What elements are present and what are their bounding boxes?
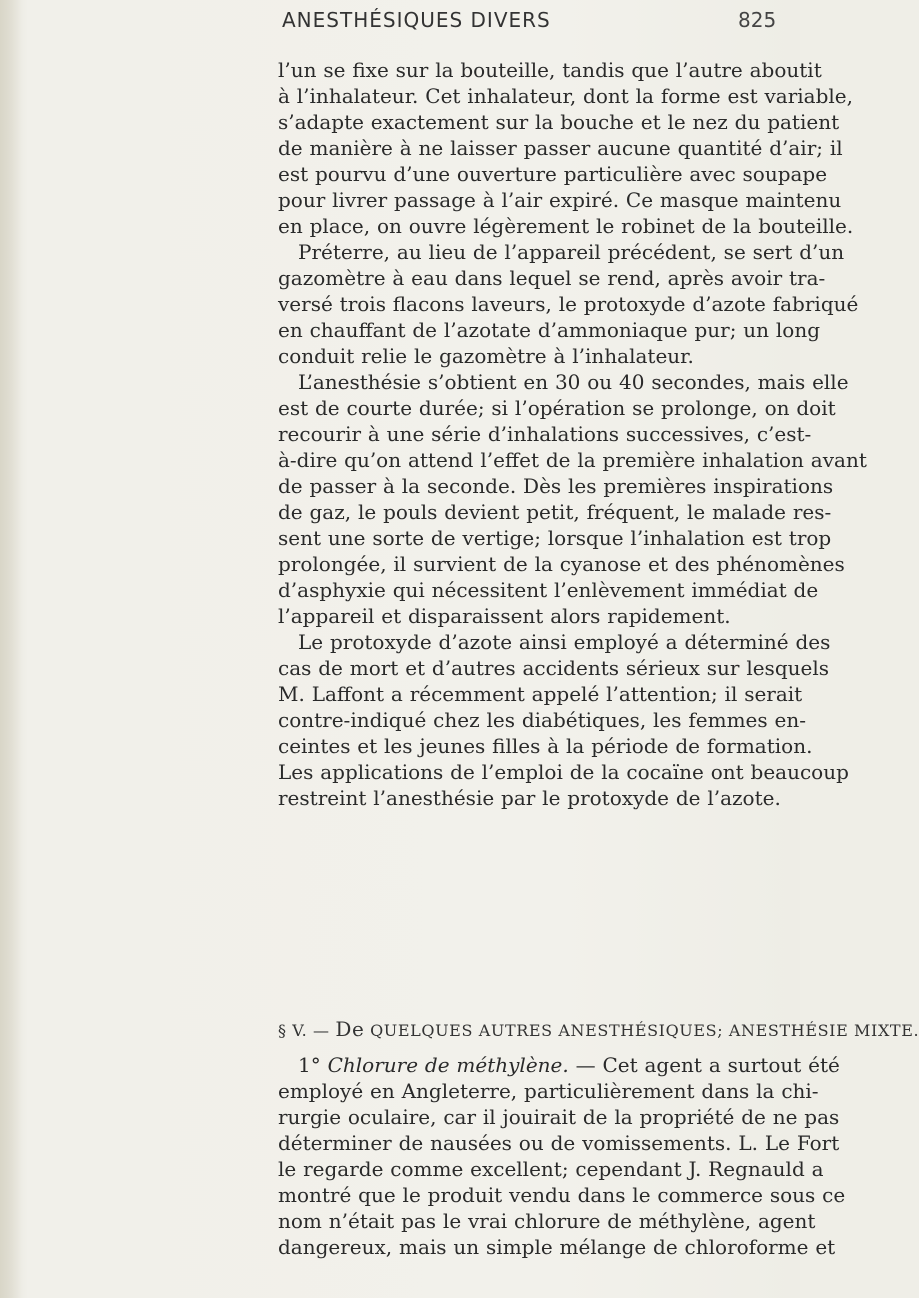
running-title: ANESTHÉSIQUES DIVERS	[282, 8, 551, 32]
text-line: le regarde comme excellent; cependant J. Regnauld a	[278, 1157, 824, 1181]
text-line: en chauffant de l’azotate d’ammoniaque pur; un long	[278, 318, 821, 342]
text-line: est pourvu d’une ouverture particulière avec soupape	[278, 162, 828, 186]
text-line: versé trois flacons laveurs, le protoxyde d’azote fabriqué	[278, 292, 859, 316]
text-line: Le protoxyde d’azote ainsi employé a déterminé des	[298, 630, 831, 654]
text-line: rurgie oculaire, car il jouirait de la propriété de ne pas	[278, 1105, 840, 1129]
text-line: montré que le produit vendu dans le commerce sous ce	[278, 1183, 846, 1207]
section-heading	[278, 1016, 919, 1042]
text-line: conduit relie le gazomètre à l’inhalateur.	[278, 344, 694, 368]
text-line: recourir à une série d’inhalations successives, c’est-	[278, 422, 812, 446]
text-line: à l’inhalateur. Cet inhalateur, dont la forme est variable,	[278, 84, 853, 108]
text-line: Préterre, au lieu de l’appareil précédent, se sert d’un	[298, 240, 845, 264]
text-line: nom n’était pas le vrai chlorure de méthylène, agent	[278, 1209, 816, 1233]
text-line: à-dire qu’on attend l’effet de la première inhalation avant	[278, 448, 867, 472]
text-line: M. Laffont a récemment appelé l’attention; il serait	[278, 682, 803, 706]
text-line: de gaz, le pouls devient petit, fréquent, le malade res-	[278, 500, 832, 524]
text-line: cas de mort et d’autres accidents sérieux sur lesquels	[278, 656, 830, 680]
section-title: QUELQUES AUTRES ANESTHÉSIQUES; ANESTHÉSIE MIXTE.	[370, 1021, 919, 1040]
page-gutter-shadow	[0, 0, 22, 1298]
text-segment: — Cet agent a surtout été	[575, 1053, 840, 1077]
text-line: dangereux, mais un simple mélange de chloroforme et	[278, 1235, 836, 1259]
text-line: de passer à la seconde. Dès les premières inspirations	[278, 474, 834, 498]
text-line: restreint l’anesthésie par le protoxyde de l’azote.	[278, 786, 781, 810]
item-title: Chlorure de méthylène.	[327, 1053, 569, 1077]
text-line: d’asphyxie qui nécessitent l’enlèvement immédiat de	[278, 578, 819, 602]
text-line: sent une sorte de vertige; lorsque l’inhalation est trop	[278, 526, 832, 550]
text-line: l’un se fixe sur la bouteille, tandis que l’autre aboutit	[278, 58, 822, 82]
text-line: ceintes et les jeunes filles à la période de formation.	[278, 734, 813, 758]
item-number: 1°	[298, 1053, 321, 1077]
text-line: prolongée, il survient de la cyanose et des phénomènes	[278, 552, 845, 576]
text-line-first	[298, 1052, 840, 1078]
text-line: déterminer de nausées ou de vomissements. L. Le Fort	[278, 1131, 840, 1155]
text-line: est de courte durée; si l’opération se prolonge, on doit	[278, 396, 836, 420]
section-initial: De	[335, 1017, 365, 1041]
text-line: de manière à ne laisser passer aucune quantité d’air; il	[278, 136, 843, 160]
text-line: s’adapte exactement sur la bouche et le nez du patient	[278, 110, 840, 134]
text-line: Les applications de l’emploi de la cocaïne ont beaucoup	[278, 760, 849, 784]
text-line: pour livrer passage à l’air expiré. Ce masque maintenu	[278, 188, 842, 212]
text-line: L’anesthésie s’obtient en 30 ou 40 secondes, mais elle	[298, 370, 849, 394]
text-line: l’appareil et disparaissent alors rapidement.	[278, 604, 731, 628]
text-line: contre-indiqué chez les diabétiques, les femmes en-	[278, 708, 806, 732]
section-mark: § V. —	[278, 1021, 330, 1040]
text-line: employé en Angleterre, particulièrement dans la chi-	[278, 1079, 819, 1103]
page-number: 825	[738, 8, 777, 32]
text-line: gazomètre à eau dans lequel se rend, après avoir tra-	[278, 266, 826, 290]
text-line: en place, on ouvre légèrement le robinet de la bouteille.	[278, 214, 854, 238]
running-head	[0, 8, 800, 48]
